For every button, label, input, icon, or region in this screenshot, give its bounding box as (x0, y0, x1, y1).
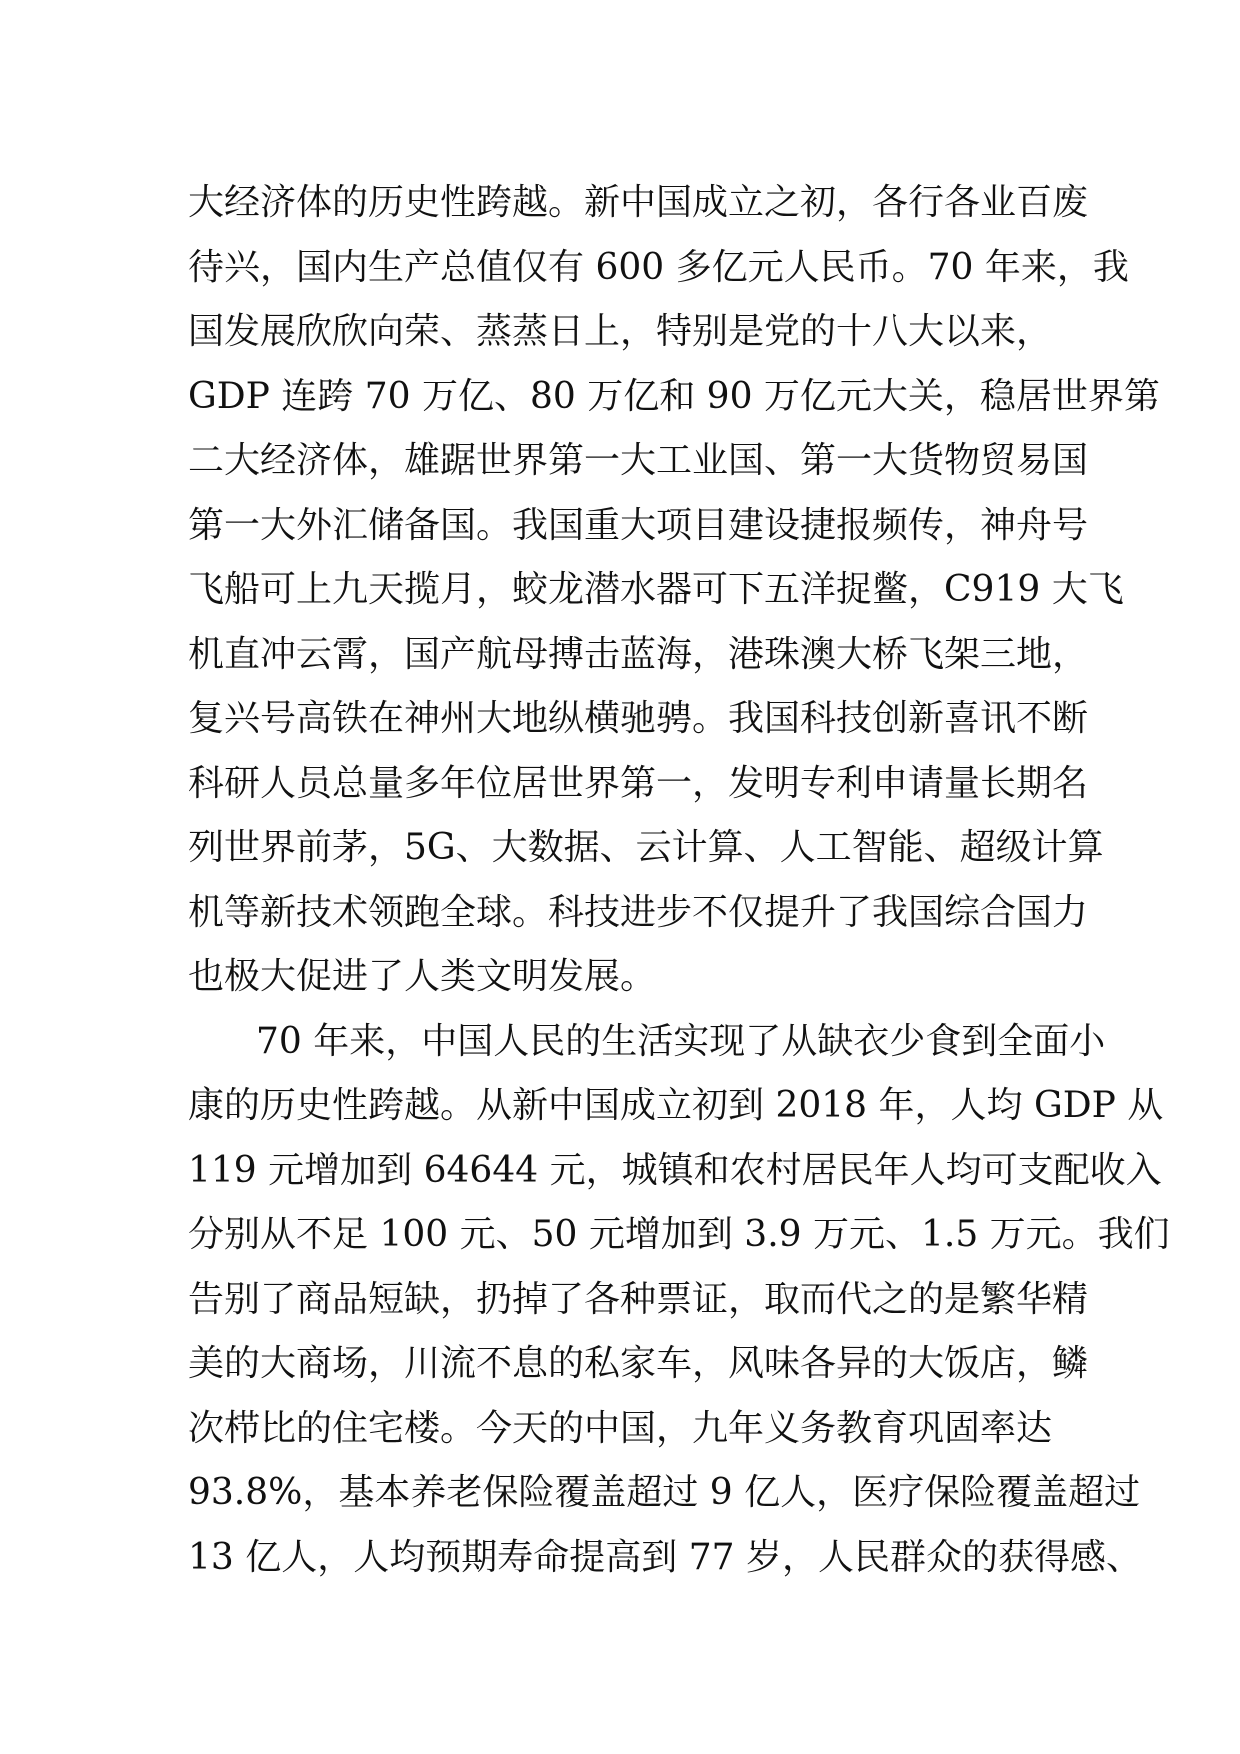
text-line: 复兴号高铁在神州大地纵横驰骋。我国科技创新喜讯不断 (188, 698, 1089, 739)
text-line: 国发展欣欣向荣、蒸蒸日上，特别是党的十八大以来， (188, 311, 1053, 352)
text-line: 机直冲云霄，国产航母搏击蓝海，港珠澳大桥飞架三地， (188, 633, 1089, 675)
paragraph-first-line: 70 年来，中国人民的生活实现了从缺衣少食到全面小 (256, 1020, 1106, 1062)
body-text (188, 171, 1170, 1590)
text-line: 飞船可上九天揽月，蛟龙潜水器可下五洋捉鳖，C919 大飞 (188, 569, 1124, 610)
text-line: GDP 连跨 70 万亿、80 万亿和 90 万亿元大关，稳居世界第 (188, 375, 1160, 417)
text-line: 二大经济体，雄踞世界第一大工业国、第一大货物贸易国 (188, 440, 1089, 481)
text-line: 第一大外汇储备国。我国重大项目建设捷报频传，神舟号 (188, 504, 1089, 546)
text-line: 待兴，国内生产总值仅有 600 多亿元人民币。70 年来，我 (188, 246, 1129, 288)
text-line: 美的大商场，川流不息的私家车，风味各异的大饭店，鳞 (188, 1343, 1089, 1384)
text-line: 13 亿人，人均预期寿命提高到 77 岁，人民群众的获得感、 (188, 1536, 1142, 1578)
text-line: 119 元增加到 64644 元，城镇和农村居民年人均可支配收入 (188, 1149, 1162, 1191)
text-line: 告别了商品短缺，扔掉了各种票证，取而代之的是繁华精 (188, 1278, 1089, 1320)
text-line: 大经济体的历史性跨越。新中国成立之初，各行各业百废 (188, 182, 1089, 223)
text-line: 列世界前茅，5G、大数据、云计算、人工智能、超级计算 (188, 827, 1104, 868)
text-line: 科研人员总量多年位居世界第一，发明专利申请量长期名 (188, 762, 1089, 804)
text-line: 次栉比的住宅楼。今天的中国，九年义务教育巩固率达 (188, 1407, 1053, 1449)
text-line: 康的历史性跨越。从新中国成立初到 2018 年，人均 GDP 从 (188, 1085, 1164, 1126)
text-line: 也极大促进了人类文明发展。 (188, 956, 657, 997)
text-line: 机等新技术领跑全球。科技进步不仅提升了我国综合国力 (188, 891, 1089, 933)
text-line: 分别从不足 100 元、50 元增加到 3.9 万元、1.5 万元。我们 (188, 1214, 1170, 1255)
text-line: 93.8%，基本养老保险覆盖超过 9 亿人，医疗保险覆盖超过 (188, 1472, 1141, 1513)
